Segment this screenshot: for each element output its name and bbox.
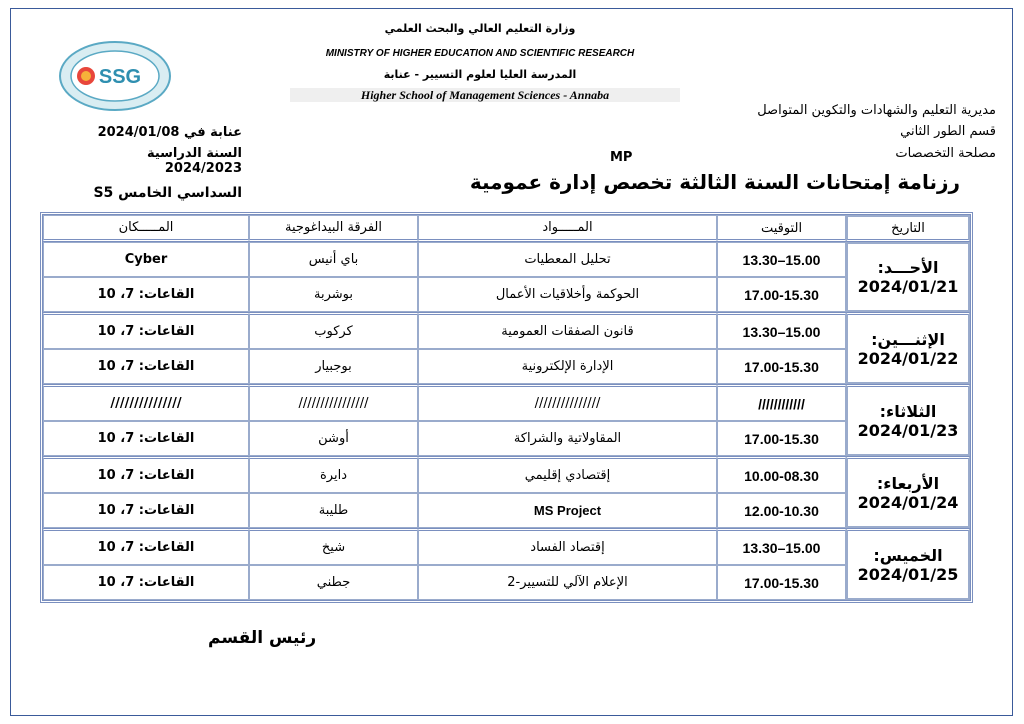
table-row (43, 565, 970, 600)
table-row (43, 242, 970, 277)
table-row (43, 277, 970, 312)
day-cell (846, 312, 970, 384)
header-date: التاريخ (846, 215, 970, 242)
place-cell: القاعات: 7، 10 (43, 528, 249, 565)
group-cell: دايرة (249, 456, 418, 493)
group-cell: //////////////// (249, 384, 418, 421)
subject-cell: MS Project (418, 493, 717, 528)
group-cell: طليبة (249, 493, 418, 528)
school-ar: المدرسة العليا لعلوم التسيير - عنابة (383, 68, 577, 81)
place-cell: القاعات: 7، 10 (43, 349, 249, 384)
time-cell: 15.00–13.30 (717, 312, 846, 349)
header-place: المـــــكان (43, 215, 249, 242)
table-row (43, 349, 970, 384)
group-cell: شيخ (249, 528, 418, 565)
table-row (43, 528, 970, 565)
semester-label: السداسي الخامس S5 (93, 185, 242, 201)
header-subject: المـــــواد (418, 215, 717, 242)
svg-text:SSG: SSG (98, 66, 142, 88)
page-title: رزنامة إمتحانات السنة الثالثة تخصص إدارة عمومية (469, 170, 960, 194)
signature-label: رئيس القسم (208, 628, 317, 648)
header-group: الفرقة البيداغوجية (249, 215, 418, 242)
time-cell: 15.00–13.30 (717, 528, 846, 565)
group-cell: بوشربة (249, 277, 418, 312)
time-cell: 17.00-15.30 (717, 565, 846, 600)
place-cell: القاعات: 7، 10 (43, 277, 249, 312)
subject-cell: الإدارة الإلكترونية (418, 349, 717, 384)
time-cell: //////////// (717, 384, 846, 421)
subject-cell: /////////////// (418, 384, 717, 421)
directorate: مديرية التعليم والشهادات والتكوين المتواصل (757, 103, 996, 118)
day-name: الإثنـــين: (871, 329, 945, 349)
day-name: الأحـــد: (877, 258, 939, 277)
day-cell (846, 384, 970, 456)
group-cell: أوشن (249, 421, 418, 456)
table-row (43, 421, 970, 456)
day-cell (846, 528, 970, 600)
table-row (43, 493, 970, 528)
time-cell: 12.00-10.30 (717, 493, 846, 528)
group-cell: بوجبيار (249, 349, 418, 384)
place-cell: القاعات: 7، 10 (43, 312, 249, 349)
day-date: 2024/01/25 (857, 564, 959, 584)
header-time: التوقيت (717, 215, 846, 242)
table-row (43, 456, 970, 493)
subject-cell: تحليل المعطيات (418, 242, 717, 277)
subject-cell: إقتصادي إقليمي (418, 456, 717, 493)
school-logo (58, 40, 172, 112)
subject-cell: قانون الصفقات العمومية (418, 312, 717, 349)
group-cell: جطني (249, 565, 418, 600)
day-name: الخميس: (873, 545, 943, 565)
group-cell: باي أنيس (249, 242, 418, 277)
table-row (43, 312, 970, 349)
day-date: 2024/01/22 (857, 348, 959, 368)
day-date: 2024/01/23 (857, 420, 959, 440)
table-header-row (43, 215, 970, 242)
day-name: الثلاثاء: (879, 401, 937, 421)
place-cell: /////////////// (43, 384, 249, 421)
service: مصلحة التخصصات (895, 146, 996, 161)
subject-cell: الإعلام الآلي للتسيير-2 (418, 565, 717, 600)
time-cell: 17.00-15.30 (717, 421, 846, 456)
ministry-en: MINISTRY OF HIGHER EDUCATION AND SCIENTIFIC RESEARCH (325, 48, 635, 59)
day-date: 2024/01/21 (857, 277, 959, 296)
day-date: 2024/01/24 (857, 492, 959, 512)
exam-schedule-table (40, 212, 973, 603)
place-cell: القاعات: 7، 10 (43, 565, 249, 600)
time-cell: 17.00-15.30 (717, 349, 846, 384)
date-line: عنابة في 2024/01/08 (97, 125, 242, 140)
place-cell: القاعات: 7، 10 (43, 421, 249, 456)
ministry-ar: وزارة التعليم العالي والبحث العلمي (384, 22, 576, 35)
time-cell: 17.00-15.30 (717, 277, 846, 312)
time-cell: 15.00–13.30 (717, 242, 846, 277)
subject-cell: المقاولاتية والشراكة (418, 421, 717, 456)
day-name: الأربعاء: (876, 473, 940, 493)
subject-cell: الحوكمة وأخلاقيات الأعمال (418, 277, 717, 312)
place-cell: Cyber (43, 242, 249, 277)
place-cell: القاعات: 7، 10 (43, 456, 249, 493)
table-row (43, 384, 970, 421)
subject-cell: إقتصاد الفساد (418, 528, 717, 565)
time-cell: 10.00-08.30 (717, 456, 846, 493)
day-cell (846, 242, 970, 312)
school-en: Higher School of Management Sciences - Annaba (290, 88, 680, 102)
place-cell: القاعات: 7، 10 (43, 493, 249, 528)
department: قسم الطور الثاني (900, 124, 996, 139)
day-cell (846, 456, 970, 528)
group-cell: كركوب (249, 312, 418, 349)
mp-label: MP (610, 150, 633, 165)
academic-year: السنة الدراسية 2024/2023 (146, 146, 242, 176)
